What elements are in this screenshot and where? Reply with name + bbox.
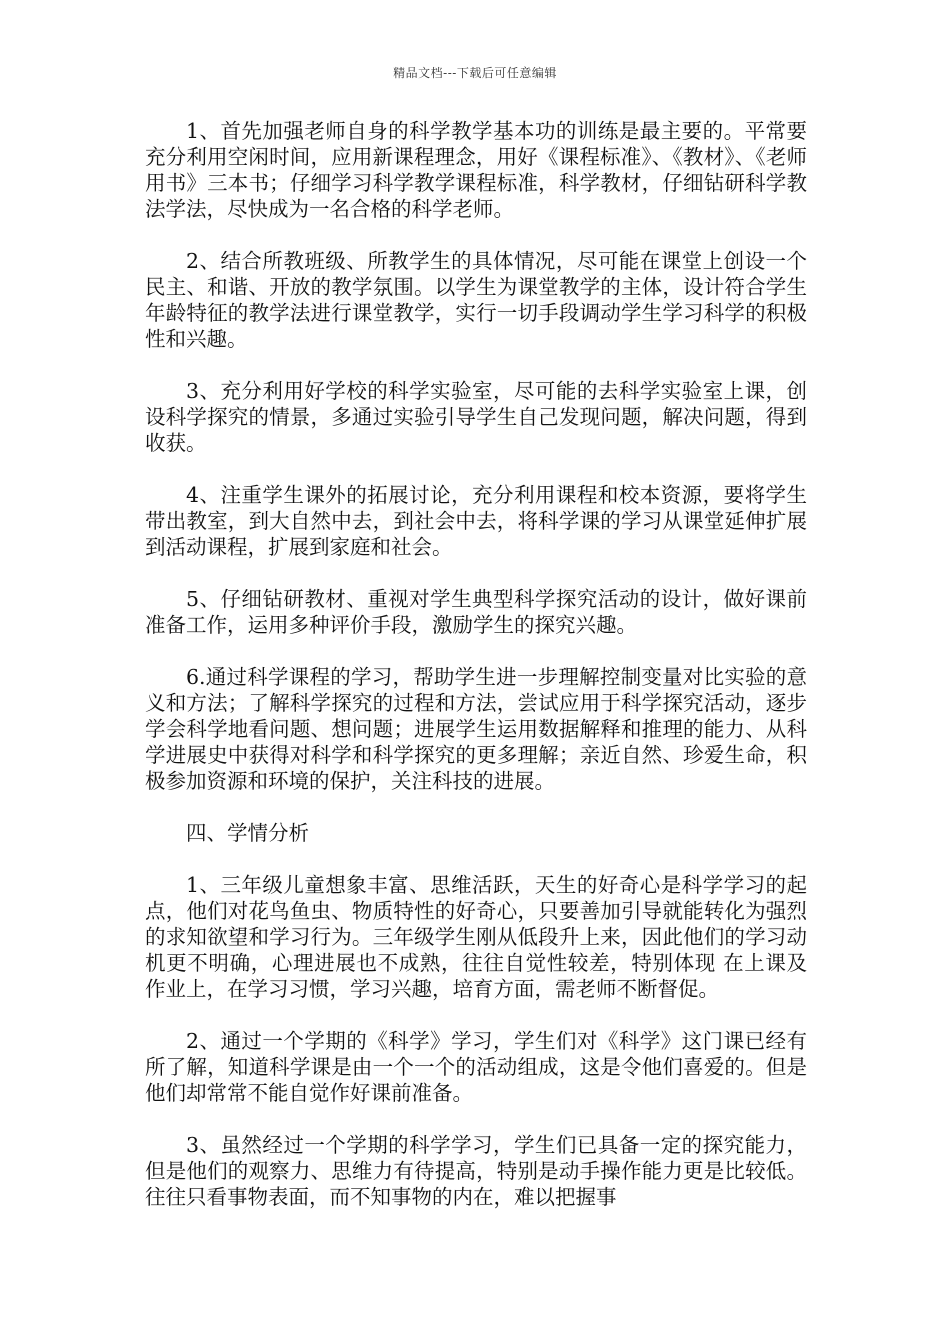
paragraph-7: 1、三年级儿童想象丰富、思维活跃，天生的好奇心是科学学习的起点，他们对花鸟鱼虫、物质特性的好奇心，只要善加引导就能转化为强烈的求知欲望和学习行为。三年级学生刚从低段升上来，因此他们的学习动机更不明确，心理进展也不成熟，往往自觉性较差，特别体现 在上课及作业上，在学习习惯，学习兴趣，培育方面，需老师不断督促。	[145, 873, 807, 1001]
paragraph-6: 6.通过科学课程的学习，帮助学生进一步理解控制变量对比实验的意义和方法；了解科学探究的过程和方法，尝试应用于科学探究活动，逐步学会科学地看问题、想问题；进展学生运用数据解释和推理的能力、从科学进展史中获得对科学和科学探究的更多理解；亲近自然、珍爱生命，积极参加资源和环境的保护，关注科技的进展。	[145, 665, 807, 793]
paragraph-5: 5、仔细钻研教材、重视对学生典型科学探究活动的设计，做好课前准备工作，运用多种评价手段，激励学生的探究兴趣。	[145, 587, 807, 637]
document-body	[145, 118, 807, 1236]
page-header: 精品文档---下载后可任意编辑	[393, 66, 557, 80]
paragraph-1: 1、首先加强老师自身的科学教学基本功的训练是最主要的。平常要充分利用空闲时间，应用新课程理念，用好《课程标准》、《教材》、《老师用书》三本书；仔细学习科学教学课程标准，科学教材，仔细钻研科学教法学法，尽快成为一名合格的科学老师。	[145, 119, 807, 221]
paragraph-3: 3、充分利用好学校的科学实验室，尽可能的去科学实验室上课，创设科学探究的情景，多通过实验引导学生自己发现问题，解决问题，得到收获。	[145, 379, 807, 455]
paragraph-4: 4、注重学生课外的拓展讨论，充分利用课程和校本资源，要将学生带出教室，到大自然中去，到社会中去，将科学课的学习从课堂延伸扩展到活动课程，扩展到家庭和社会。	[145, 483, 807, 559]
section-heading: 四、学情分析	[186, 821, 309, 845]
paragraph-8: 2、通过一个学期的《科学》学习，学生们对《科学》这门课已经有所了解，知道科学课是由一个一个的活动组成，这是令他们喜爱的。但是他们却常常不能自觉作好课前准备。	[145, 1029, 807, 1105]
paragraph-9: 3、虽然经过一个学期的科学学习，学生们已具备一定的探究能力，但是他们的观察力、思维力有待提高，特别是动手操作能力更是比较低。往往只看事物表面，而不知事物的内在，难以把握事	[145, 1133, 807, 1209]
paragraph-2: 2、结合所教班级、所教学生的具体情况，尽可能在课堂上创设一个民主、和谐、开放的教学氛围。以学生为课堂教学的主体，设计符合学生年龄特征的教学法进行课堂教学，实行一切手段调动学生学习科学的积极性和兴趣。	[145, 249, 807, 351]
